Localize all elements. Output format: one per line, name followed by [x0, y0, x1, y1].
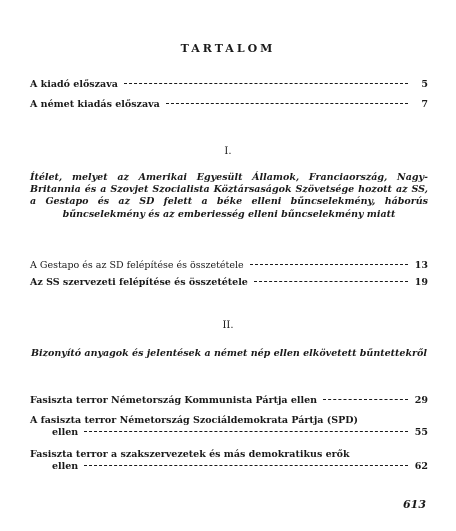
toc-entry-page: 62: [414, 461, 428, 472]
section-number-2: II.: [222, 320, 234, 331]
toc-entry-page: 55: [414, 427, 428, 438]
toc-entry-page: 29: [414, 395, 428, 406]
dot-leader: [323, 399, 408, 400]
toc-entry-label-line1: Fasiszta terror a szakszervezetek és más demokratikus erők: [30, 449, 350, 460]
dot-leader: [166, 103, 408, 104]
toc-entry-kpd-terror[interactable]: [30, 395, 428, 407]
toc-entry-label: Az SS szervezeti felépítése és összetétele: [30, 277, 248, 288]
dot-leader: [250, 264, 408, 265]
toc-entry-publisher-preface[interactable]: [30, 79, 428, 91]
toc-entry-ss[interactable]: [30, 277, 428, 289]
toc-entry-label-line1: A fasiszta terror Németország Szociáldemokrata Pártja (SPD): [30, 415, 358, 426]
toc-entry-label: Fasiszta terror Németország Kommunista Pártja ellen: [30, 395, 318, 406]
toc-entry-spd-terror[interactable]: [30, 415, 428, 439]
dot-leader: [84, 465, 408, 466]
toc-entry-label: A német kiadás előszava: [30, 99, 160, 110]
dot-leader: [124, 83, 408, 84]
toc-entry-label: A Gestapo és az SD felépítése és összetétele: [30, 260, 244, 271]
toc-entry-page: 19: [414, 277, 428, 288]
toc-entry-page: 13: [414, 260, 428, 271]
toc-entry-label-line2: ellen: [52, 427, 79, 438]
dot-leader: [84, 431, 408, 432]
page-title: TARTALOM: [180, 42, 276, 55]
toc-entry-label: A kiadó előszava: [30, 79, 118, 90]
dot-leader: [254, 281, 408, 282]
toc-entry-page: 5: [421, 79, 428, 90]
section-1-heading: Ítélet, melyet az Amerikai Egyesült Államok, Franciaország, Nagy-Britannia és a Szovjet Szocialista Köztársaságok Szövetsége hozott az SS, a Gestapo és az SD felett a béke elleni bűncselekmény, háborús bűncselekmény és az emberiesség elleni bűncselekmény miatt: [30, 172, 428, 220]
toc-entry-gestapo-sd[interactable]: [30, 260, 428, 272]
toc-entry-unions-terror[interactable]: [30, 449, 428, 473]
section-number-1: I.: [224, 146, 232, 157]
section-2-heading: Bizonyító anyagok és jelentések a német nép ellen elkövetett bűntettekről: [30, 348, 428, 359]
toc-entry-label-line2: ellen: [52, 461, 79, 472]
toc-entry-page: 7: [421, 99, 428, 110]
toc-entry-german-preface[interactable]: [30, 99, 428, 111]
page-number: 613: [403, 498, 426, 511]
